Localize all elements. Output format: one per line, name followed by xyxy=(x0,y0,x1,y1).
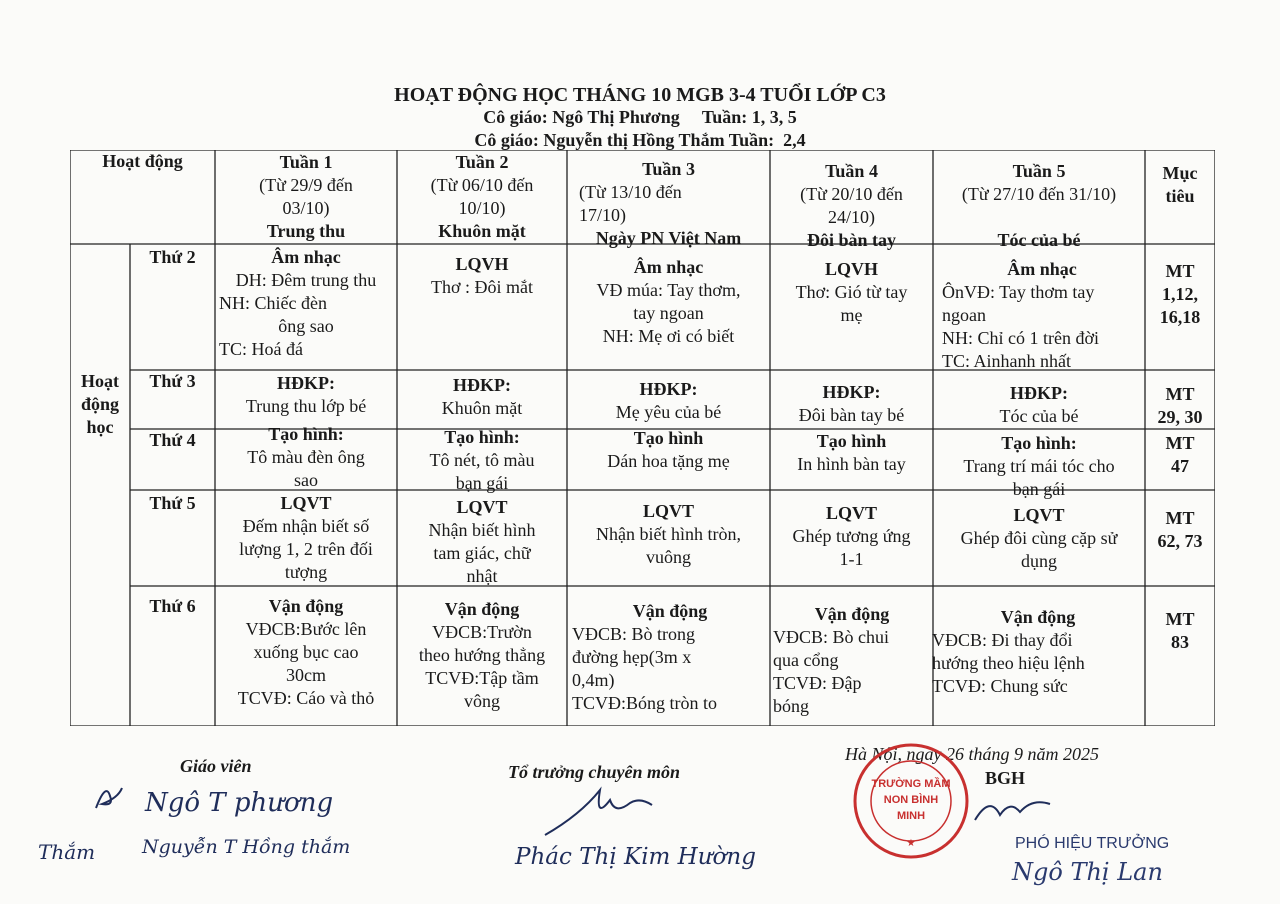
table-cell: HĐKP: Đôi bàn tay bé xyxy=(798,382,905,425)
signature-teacher-2: Nguyễn T Hồng thắm xyxy=(142,836,351,858)
header-activity: Hoạt động xyxy=(102,151,183,171)
table-cell: Tạo hình In hình bàn tay xyxy=(797,431,906,474)
header-week-4: Tuần 4 (Từ 20/10 đến 24/10) Đôi bàn tay xyxy=(800,161,903,250)
day-label: Thứ 6 xyxy=(149,596,196,616)
signature-vice-principal: Ngô Thị Lan xyxy=(1012,858,1163,886)
signature-leader: Phác Thị Kim Hường xyxy=(515,844,756,870)
table-cell: LQVT Nhận biết hình tam giác, chữ nhật xyxy=(428,497,536,586)
vice-principal-title: PHÓ HIỆU TRƯỞNG xyxy=(1015,835,1170,852)
day-label: Thứ 3 xyxy=(149,371,196,391)
table-cell: Tạo hình: Tô nét, tô màu bạn gái xyxy=(429,427,535,493)
goal-cell: MT 29, 30 xyxy=(1157,384,1203,427)
svg-text:★: ★ xyxy=(906,838,916,849)
row-group-label: Hoạt động học xyxy=(80,371,120,437)
header-week-2: Tuần 2 (Từ 06/10 đến 10/10) Khuôn mặt xyxy=(430,152,534,241)
table-cell: LQVH Thơ : Đôi mắt xyxy=(430,254,533,297)
table-cell: Vận động VĐCB:Trườn theo hướng thẳng TCVĐ:Tập tầm vông xyxy=(418,599,546,711)
day-label: Thứ 2 xyxy=(149,247,196,267)
header-week-5: Tuần 5 (Từ 27/10 đến 31/10) Tóc của bé xyxy=(961,161,1117,250)
leader-label: Tổ trưởng chuyên môn xyxy=(508,762,680,782)
day-label: Thứ 5 xyxy=(149,493,196,513)
table-cell: HĐKP: Tóc của bé xyxy=(999,383,1079,426)
page-title: HOẠT ĐỘNG HỌC THÁNG 10 MGB 3-4 TUỔI LỚP C3 xyxy=(394,84,886,106)
table-cell: Âm nhạc DH: Đêm trung thu NH: Chiếc đèn ông sao TC: Hoá đá xyxy=(219,247,377,359)
teacher-line-2: Cô giáo: Nguyễn thị Hồng Thắm Tuần: 2,4 xyxy=(474,130,806,150)
signature-teacher-1: Ngô T phương xyxy=(145,788,334,818)
table-cell: HĐKP: Mẹ yêu của bé xyxy=(615,379,722,422)
table-cell: Vận động VĐCB: Bò chui qua cổng TCVĐ: Đập bóng xyxy=(773,604,890,716)
table-cell: LQVT Nhận biết hình tròn, vuông xyxy=(596,501,741,567)
teacher-line-1: Cô giáo: Ngô Thị Phương Tuần: 1, 3, 5 xyxy=(483,107,797,127)
table-cell: HĐKP: Trung thu lớp bé xyxy=(245,373,367,416)
table-cell: Vận động VĐCB: Đi thay đổi hướng theo hiệu lệnh TCVĐ: Chung sức xyxy=(932,607,1085,696)
goal-cell: MT 47 xyxy=(1165,433,1195,476)
table-cell: HĐKP: Khuôn mặt xyxy=(441,375,523,418)
signature-mark-icon xyxy=(88,778,128,818)
signature-teacher-2-short: Thắm xyxy=(38,840,96,864)
table-cell: Tạo hình: Trang trí mái tóc cho bạn gái xyxy=(963,433,1115,499)
header-week-3: Tuần 3 (Từ 13/10 đến 17/10) Ngày PN Việt Nam xyxy=(579,159,742,248)
table-cell: LQVT Ghép tương ứng 1-1 xyxy=(792,503,911,569)
goal-cell: MT 83 xyxy=(1165,609,1195,652)
signature-board-scribble-icon xyxy=(970,790,1060,830)
table-cell: Tạo hình Dán hoa tặng mẹ xyxy=(607,428,730,471)
table-cell: Vận động VĐCB:Bước lên xuống bục cao 30cm TCVĐ: Cáo và thỏ xyxy=(237,596,375,708)
table-cell: LQVT Đếm nhận biết số lượng 1, 2 trên đối tượng xyxy=(239,493,373,582)
table-cell: LQVT Ghép đôi cùng cặp sử dụng xyxy=(960,505,1118,571)
day-label: Thứ 4 xyxy=(149,430,196,450)
stamp-text: TRƯỜNG MẦM NON BÌNH MINH xyxy=(871,778,951,822)
header-goal: Mục tiêu xyxy=(1162,163,1198,206)
header-week-1: Tuần 1 (Từ 29/9 đến 03/10) Trung thu xyxy=(259,152,353,241)
schedule-table xyxy=(70,150,1215,726)
table-cell: Tạo hình: Tô màu đèn ông sao xyxy=(247,424,365,490)
date-line: Hà Nội, ngày 26 tháng 9 năm 2025 xyxy=(845,744,1099,764)
table-cell: LQVH Thơ: Gió từ tay mẹ xyxy=(795,259,908,325)
signature-leader-scribble-icon xyxy=(540,785,660,845)
goal-cell: MT 1,12, 16,18 xyxy=(1159,261,1201,327)
table-cell: Vận động VĐCB: Bò trong đường hẹp(3m x 0,4m) TCVĐ:Bóng tròn to xyxy=(572,601,718,713)
goal-cell: MT 62, 73 xyxy=(1157,508,1203,551)
table-cell: Âm nhạc VĐ múa: Tay thơm, tay ngoan NH: Mẹ ơi có biết xyxy=(596,257,741,346)
table-cell: Âm nhạc ÔnVĐ: Tay thơm tay ngoan NH: Chỉ có 1 trên đời TC: Ainhanh nhất xyxy=(942,259,1099,371)
teacher-label: Giáo viên xyxy=(180,756,252,776)
board-label: BGH xyxy=(985,768,1026,788)
